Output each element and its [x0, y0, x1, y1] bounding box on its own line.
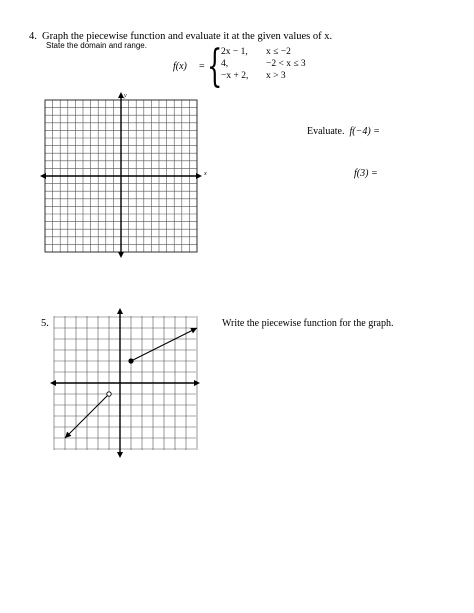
- problem-5-prompt: Write the piecewise function for the graph.: [222, 318, 394, 329]
- open-endpoint: [107, 392, 111, 396]
- x-axis-left-arrow: [50, 380, 56, 386]
- case-2-expression: 4,: [221, 59, 229, 69]
- function-equals: =: [199, 61, 205, 72]
- problem-5-graph: [50, 308, 200, 458]
- y-axis-bottom-arrow: [117, 452, 123, 458]
- y-axis-bottom-arrow: [118, 252, 124, 258]
- x-axis-right-arrow: [196, 173, 202, 179]
- problem-4-number: 4.: [29, 31, 37, 42]
- y-axis-top-arrow: [117, 308, 123, 314]
- eval-f-neg4: f(−4) =: [349, 126, 380, 137]
- problem-4-prompt: Graph the piecewise function and evaluate it at the given values of x.: [42, 31, 333, 42]
- problem-4-subprompt: State the domain and range.: [46, 41, 147, 50]
- piecewise-brace: {: [207, 41, 223, 92]
- evaluate-line-2: [354, 168, 378, 179]
- x-axis-left-arrow: [40, 173, 46, 179]
- x-axis-label: x: [204, 171, 207, 177]
- case-1-expression: 2x − 1,: [221, 47, 248, 57]
- closed-endpoint: [128, 358, 133, 363]
- case-1-condition: x ≤ −2: [266, 47, 291, 57]
- evaluate-label: Evaluate.: [307, 126, 345, 137]
- case-3-condition: x > 3: [266, 71, 286, 81]
- problem-5-number: 5.: [41, 318, 49, 329]
- evaluate-line-1: [307, 126, 380, 137]
- case-2-condition: −2 < x ≤ 3: [266, 59, 306, 69]
- eval-f-3: f(3) =: [354, 168, 378, 179]
- function-label: f(x): [173, 61, 187, 72]
- problem-4-graph-grid[interactable]: [40, 92, 210, 258]
- y-axis-label: y: [124, 93, 127, 99]
- case-3-expression: −x + 2,: [221, 71, 249, 81]
